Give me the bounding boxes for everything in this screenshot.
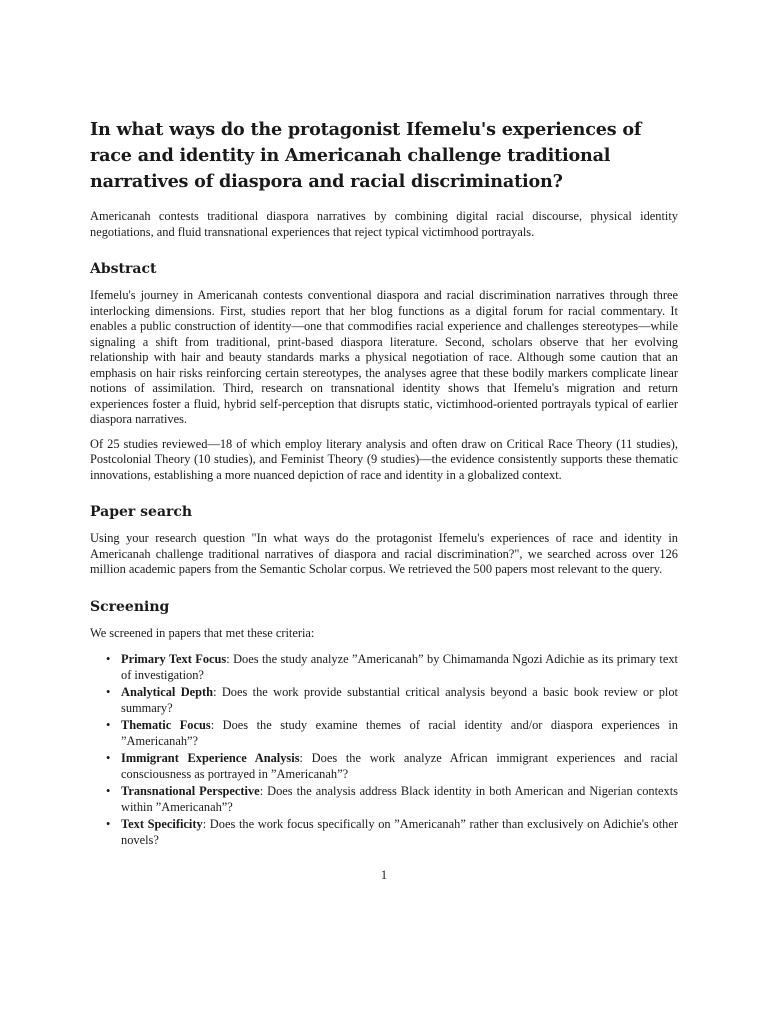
bullet-icon: • [106, 652, 111, 666]
bullet-icon: • [106, 751, 111, 765]
paper-title: In what ways do the protagonist Ifemelu's experiences of race and identity in Americanah challenge traditional narratives of diaspora and racial discrimination? [90, 119, 642, 192]
criterion-text: : Does the analysis address Black identity in both American and Nigerian contexts within ”Americanah”? [121, 784, 678, 814]
criterion-name: Immigrant Experience Analysis [121, 751, 300, 765]
paper-search-heading: Paper search [90, 504, 193, 520]
criterion-text: : Does the work focus specifically on ”Americanah” rather than exclusively on Adichie's other novels? [121, 817, 678, 847]
paper-search-paragraph: Using your research question "In what ways do the protagonist Ifemelu's experiences of race and identity in Americanah challenge traditional narratives of diaspora and racial discrimination?", we searched across over 126 million academic papers from the Semantic Scholar corpus. We retrieved the 500 papers most relevant to the query. [90, 531, 678, 576]
bullet-icon: • [106, 718, 111, 732]
bullet-icon: • [106, 784, 111, 798]
abstract-paragraph-2: Of 25 studies reviewed—18 of which employ literary analysis and often draw on Critical Race Theory (11 studies), Postcolonial Theory (10 studies), and Feminist Theory (9 studies)—the evidence consistently supports these thematic innovations, establishing a more nuanced depiction of race and identity in a globalized context. [90, 436, 678, 482]
page-number: 1 [380, 868, 388, 882]
screening-heading: Screening [90, 598, 170, 615]
criterion-item [106, 751, 678, 782]
criterion-name: Analytical Depth [121, 685, 214, 699]
criterion-text: : Does the study analyze ”Americanah” by Chimamanda Ngozi Adichie as its primary text of investigation? [121, 652, 678, 682]
abstract-heading: Abstract [90, 261, 157, 277]
paper-page [90, 117, 678, 850]
criterion-item [106, 718, 678, 749]
criterion-item [106, 685, 678, 716]
criterion-text: : Does the study examine themes of racial identity and/or diaspora experiences in ”Americanah”? [121, 718, 678, 748]
screening-intro: We screened in papers that met these criteria: [90, 625, 315, 640]
criterion-name: Thematic Focus [121, 718, 211, 732]
criterion-text: : Does the work provide substantial critical analysis beyond a basic book review or plot summary? [121, 685, 678, 715]
criterion-item [106, 817, 678, 848]
screening-criteria-list [90, 652, 678, 848]
abstract-paragraph-1: Ifemelu's journey in Americanah contests conventional diaspora and racial discrimination narratives through three interlocking dimensions. First, studies report that her blog functions as a digital forum for racial commentary. It enables a public construction of identity—one that commodifies racial experience and challenges stereotypes—while signaling a shift from traditional, print-based diaspora literature. Second, scholars observe that her evolving relationship with hair and beauty standards marks a physical negotiation of race. Although some caution that an emphasis on hair risks reinforcing certain stereotypes, the analyses agree that these bodily markers complicate linear notions of assimilation. Third, research on transnational identity shows that Ifemelu's migration and return experiences foster a fluid, hybrid self-perception that disrupts static, victimhood-oriented portrayals typical of earlier diaspora narratives. [90, 288, 678, 426]
criterion-name: Transnational Perspective [121, 784, 260, 798]
criterion-item [106, 652, 678, 683]
bullet-icon: • [106, 817, 111, 831]
criterion-name: Primary Text Focus [121, 652, 227, 666]
criterion-text: : Does the work analyze African immigrant experiences and racial consciousness as portrayed in ”Americanah”? [121, 751, 678, 781]
criterion-item [106, 784, 678, 815]
summary-paragraph: Americanah contests traditional diaspora narratives by combining digital racial discourse, physical identity negotiations, and fluid transnational experiences that reject typical victimhood portrayals. [90, 209, 678, 239]
criterion-name: Text Specificity [121, 817, 203, 831]
bullet-icon: • [106, 685, 111, 699]
